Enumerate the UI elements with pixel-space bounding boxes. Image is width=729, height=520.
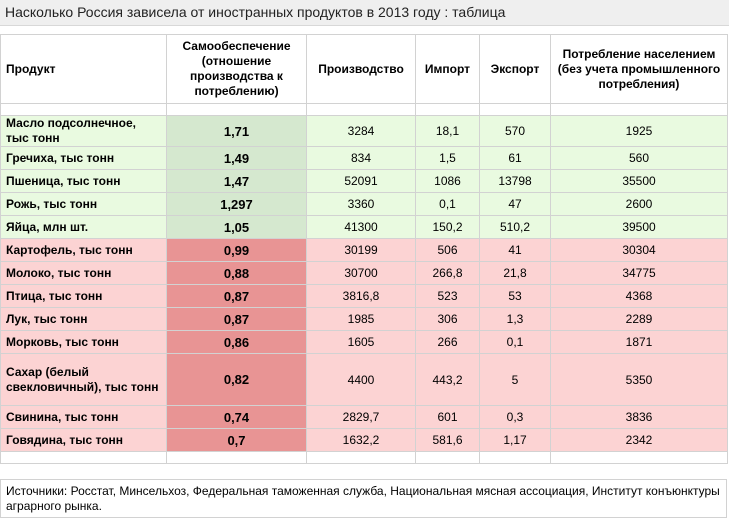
consumption-cell: 560 <box>551 147 728 170</box>
table-row <box>1 216 728 239</box>
production-cell: 1605 <box>307 331 416 354</box>
header-product: Продукт <box>1 35 167 104</box>
self-sufficiency-cell: 0,86 <box>167 331 307 354</box>
table-row <box>1 193 728 216</box>
production-cell: 41300 <box>307 216 416 239</box>
self-sufficiency-cell: 0,99 <box>167 239 307 262</box>
header-consumption: Потребление населением (без учета промышленного потребления) <box>551 35 728 104</box>
production-cell: 3284 <box>307 116 416 147</box>
product-name-cell: Сахар (белый свекловичный), тыс тонн <box>1 354 167 406</box>
spacer-cell <box>307 452 416 464</box>
spacer-cell <box>167 104 307 116</box>
production-cell: 2829,7 <box>307 406 416 429</box>
header-self-sufficiency: Самообеспечение (отношение производства к потреблению) <box>167 35 307 104</box>
import-cell: 581,6 <box>416 429 480 452</box>
export-cell: 0,1 <box>480 331 551 354</box>
consumption-cell: 34775 <box>551 262 728 285</box>
self-sufficiency-cell: 0,74 <box>167 406 307 429</box>
self-sufficiency-cell: 1,49 <box>167 147 307 170</box>
product-name-cell: Морковь, тыс тонн <box>1 331 167 354</box>
table-row <box>1 116 728 147</box>
consumption-cell: 3836 <box>551 406 728 429</box>
sources-note: Источники: Росстат, Минсельхоз, Федеральная таможенная служба, Национальная мясная ассоциация, Институт конъюнктуры аграрного рынка. <box>0 479 727 518</box>
import-cell: 523 <box>416 285 480 308</box>
consumption-cell: 1925 <box>551 116 728 147</box>
table-row <box>1 285 728 308</box>
spacer-cell <box>551 452 728 464</box>
export-cell: 5 <box>480 354 551 406</box>
self-sufficiency-cell: 0,88 <box>167 262 307 285</box>
import-cell: 443,2 <box>416 354 480 406</box>
product-name-cell: Гречиха, тыс тонн <box>1 147 167 170</box>
consumption-cell: 2600 <box>551 193 728 216</box>
spacer-cell <box>167 452 307 464</box>
import-cell: 0,1 <box>416 193 480 216</box>
table-row <box>1 308 728 331</box>
import-cell: 266 <box>416 331 480 354</box>
export-cell: 21,8 <box>480 262 551 285</box>
import-cell: 266,8 <box>416 262 480 285</box>
spacer-cell <box>480 104 551 116</box>
product-name-cell: Молоко, тыс тонн <box>1 262 167 285</box>
product-name-cell: Говядина, тыс тонн <box>1 429 167 452</box>
table-row <box>1 170 728 193</box>
spacer-cell <box>551 104 728 116</box>
self-sufficiency-cell: 1,05 <box>167 216 307 239</box>
production-cell: 30199 <box>307 239 416 262</box>
table-row <box>1 406 728 429</box>
import-cell: 506 <box>416 239 480 262</box>
consumption-cell: 5350 <box>551 354 728 406</box>
product-name-cell: Птица, тыс тонн <box>1 285 167 308</box>
consumption-cell: 35500 <box>551 170 728 193</box>
header-import: Импорт <box>416 35 480 104</box>
spacer-cell <box>480 452 551 464</box>
product-name-cell: Свинина, тыс тонн <box>1 406 167 429</box>
spacer-cell <box>1 104 167 116</box>
production-cell: 30700 <box>307 262 416 285</box>
export-cell: 1,17 <box>480 429 551 452</box>
self-sufficiency-cell: 1,297 <box>167 193 307 216</box>
spacer-cell <box>416 452 480 464</box>
export-cell: 570 <box>480 116 551 147</box>
header-row <box>1 35 728 104</box>
import-cell: 150,2 <box>416 216 480 239</box>
consumption-cell: 1871 <box>551 331 728 354</box>
product-name-cell: Рожь, тыс тонн <box>1 193 167 216</box>
export-cell: 1,3 <box>480 308 551 331</box>
consumption-cell: 4368 <box>551 285 728 308</box>
export-cell: 41 <box>480 239 551 262</box>
self-sufficiency-cell: 0,87 <box>167 308 307 331</box>
production-cell: 1985 <box>307 308 416 331</box>
production-cell: 52091 <box>307 170 416 193</box>
self-sufficiency-cell: 1,71 <box>167 116 307 147</box>
consumption-cell: 2342 <box>551 429 728 452</box>
product-name-cell: Лук, тыс тонн <box>1 308 167 331</box>
import-cell: 1086 <box>416 170 480 193</box>
spacer-cell <box>416 104 480 116</box>
production-cell: 834 <box>307 147 416 170</box>
product-name-cell: Пшеница, тыс тонн <box>1 170 167 193</box>
export-cell: 53 <box>480 285 551 308</box>
export-cell: 47 <box>480 193 551 216</box>
import-cell: 1,5 <box>416 147 480 170</box>
spacer-row <box>1 452 728 464</box>
export-cell: 13798 <box>480 170 551 193</box>
consumption-cell: 30304 <box>551 239 728 262</box>
production-cell: 3816,8 <box>307 285 416 308</box>
import-cell: 18,1 <box>416 116 480 147</box>
consumption-cell: 2289 <box>551 308 728 331</box>
production-cell: 1632,2 <box>307 429 416 452</box>
product-name-cell: Масло подсолнечное, тыс тонн <box>1 116 167 147</box>
export-cell: 61 <box>480 147 551 170</box>
spacer-cell <box>307 104 416 116</box>
production-cell: 4400 <box>307 354 416 406</box>
import-cell: 601 <box>416 406 480 429</box>
self-sufficiency-cell: 0,82 <box>167 354 307 406</box>
export-cell: 510,2 <box>480 216 551 239</box>
table-row <box>1 147 728 170</box>
import-cell: 306 <box>416 308 480 331</box>
production-cell: 3360 <box>307 193 416 216</box>
spacer-row <box>1 104 728 116</box>
table-row <box>1 354 728 406</box>
self-sufficiency-table <box>0 34 728 464</box>
consumption-cell: 39500 <box>551 216 728 239</box>
page-title: Насколько Россия зависела от иностранных продуктов в 2013 году : таблица <box>0 0 729 26</box>
product-name-cell: Яйца, млн шт. <box>1 216 167 239</box>
table-row <box>1 239 728 262</box>
table-row <box>1 331 728 354</box>
spacer-cell <box>1 452 167 464</box>
table-row <box>1 262 728 285</box>
export-cell: 0,3 <box>480 406 551 429</box>
product-name-cell: Картофель, тыс тонн <box>1 239 167 262</box>
header-export: Экспорт <box>480 35 551 104</box>
table-row <box>1 429 728 452</box>
self-sufficiency-cell: 1,47 <box>167 170 307 193</box>
self-sufficiency-cell: 0,87 <box>167 285 307 308</box>
self-sufficiency-cell: 0,7 <box>167 429 307 452</box>
header-production: Производство <box>307 35 416 104</box>
